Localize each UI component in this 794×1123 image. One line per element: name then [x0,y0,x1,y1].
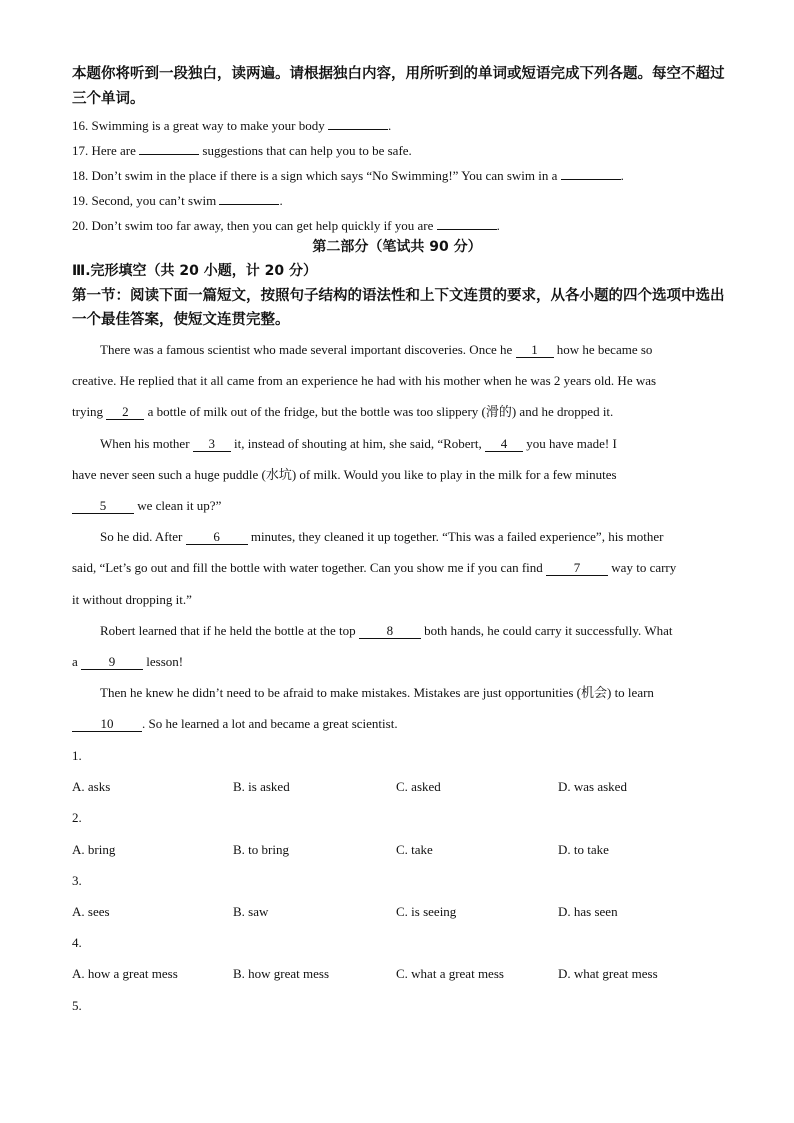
passage-line: So he did. After 6 minutes, they cleaned it up together. “This was a failed experience”, his mother [100,529,664,545]
option-a[interactable]: A. sees [72,903,110,919]
cloze-blank-4[interactable]: 4 [485,437,523,452]
answer-options [72,740,732,1021]
option-a[interactable]: A. bring [72,841,116,857]
passage-line: creative. He replied that it all came from an experience he had with his mother when he was 2 years old. He was [72,373,657,389]
passage-line: said, “Let’s go out and fill the bottle with water together. Can you show me if you can find 7 way to carry [72,560,677,576]
passage-line: There was a famous scientist who made several important discoveries. Once he 1 how he became so [100,342,653,357]
listening-question-18: 18. Don’t swim in the place if there is a sign which says “No Swimming!” You can swim in a . [72,168,624,183]
question-number: 4. [72,935,82,951]
option-a[interactable]: A. how a great mess [72,966,178,982]
cloze-blank-10[interactable]: 10 [72,717,142,732]
listening-question-19: 19. Second, you can’t swim . [72,193,283,208]
passage-line: Robert learned that if he held the bottle at the top 8 both hands, he could carry it successfully. What [100,622,673,638]
listening-question-20: 20. Don’t swim too far away, then you can get help quickly if you are . [72,218,500,233]
option-d[interactable]: D. was asked [558,779,627,795]
options-row [72,896,732,927]
cloze-blank-9[interactable]: 9 [81,655,143,670]
answer-blank[interactable] [328,129,388,130]
option-d[interactable]: D. has seen [558,903,618,919]
question-number: 3. [72,872,82,888]
question-number: 5. [72,997,82,1013]
option-b[interactable]: B. to bring [233,841,289,857]
listening-questions [72,113,732,238]
cloze-blank-3[interactable]: 3 [193,437,231,452]
cloze-blank-2[interactable]: 2 [106,405,144,420]
passage-line: 10 . So he learned a lot and became a great scientist. [72,708,722,739]
options-row [72,958,732,989]
option-d[interactable]: D. to take [558,841,609,857]
option-b[interactable]: B. is asked [233,779,290,795]
passage-line: 5 we clean it up?” [72,490,722,521]
section-title: Ⅲ.完形填空（共 20 小题，计 20 分） [72,263,318,279]
passage-line: trying 2 a bottle of milk out of the fridge, but the bottle was too slippery (滑的) and he dropped it. [72,404,614,420]
cloze-passage [72,334,722,739]
passage-line: it without dropping it.” [72,591,192,607]
answer-blank[interactable] [139,154,199,155]
option-c[interactable]: C. asked [396,779,441,795]
answer-blank[interactable] [219,204,279,205]
question-number: 2. [72,810,82,826]
question-number: 1. [72,748,82,763]
part-two-title: 第二部分（笔试共 90 分） [312,239,482,255]
cloze-instructions: 第一节：阅读下面一篇短文，按照句子结构的语法性和上下文连贯的要求，从各小题的四个选项中选出一个最佳答案，使短文连贯完整。 [72,288,725,328]
cloze-blank-8[interactable]: 8 [359,624,421,639]
listening-instructions: 本题你将听到一段独白，读两遍。请根据独白内容，用所听到的单词或短语完成下列各题。每空不超过三个单词。 [72,66,725,107]
option-b[interactable]: B. saw [233,903,269,919]
cloze-blank-5[interactable]: 5 [72,499,134,514]
listening-question-17: 17. Here are suggestions that can help you to be safe. [72,143,412,158]
passage-line: Then he knew he didn’t need to be afraid to make mistakes. Mistakes are just opportunities (机会) to learn [100,685,654,701]
cloze-blank-6[interactable]: 6 [186,530,248,545]
options-row [72,834,732,865]
answer-blank[interactable] [561,179,621,180]
listening-question-16: 16. Swimming is a great way to make your body . [72,118,392,133]
cloze-blank-1[interactable]: 1 [516,343,554,358]
options-row [72,771,732,802]
answer-blank[interactable] [437,229,497,230]
option-c[interactable]: C. is seeing [396,903,457,919]
option-b[interactable]: B. how great mess [233,966,330,982]
option-d[interactable]: D. what great mess [558,966,658,982]
option-c[interactable]: C. take [396,841,433,857]
passage-line: have never seen such a huge puddle (水坑) of milk. Would you like to play in the milk for a few minutes [72,466,617,482]
cloze-blank-7[interactable]: 7 [546,561,608,576]
option-a[interactable]: A. asks [72,779,111,795]
passage-line: a 9 lesson! [72,653,184,669]
passage-line: When his mother 3 it, instead of shouting at him, she said, “Robert, 4 you have made! I [100,435,617,451]
option-c[interactable]: C. what a great mess [396,966,504,982]
